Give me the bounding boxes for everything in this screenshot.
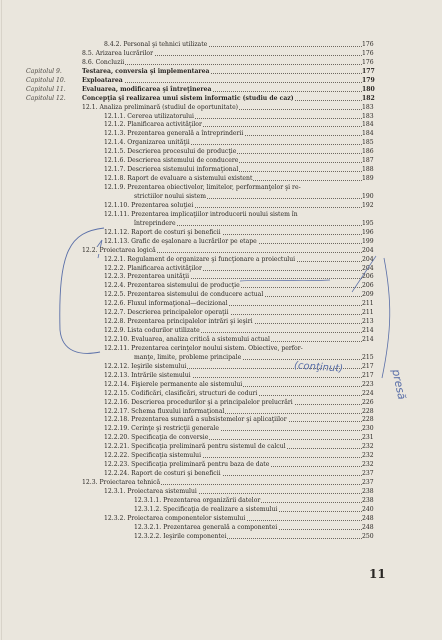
entry-text: manţe, limite, probleme principale — [134, 353, 242, 361]
pencil-strike-mark — [352, 256, 376, 292]
entry-text: 12.2.1. Regulament de organizare şi funcţionare a proiectului — [104, 255, 296, 263]
entry-text: 12.1.8. Raport de evaluare a sistemului existent — [104, 175, 253, 183]
entry-text: 12.2.10. Evaluarea, analiza critică a sistemului actual — [104, 336, 271, 344]
chapter-label: Capitolul 10. — [26, 76, 66, 84]
chapter-label: Capitolul 12. — [26, 94, 66, 102]
entry-text: întreprindere — [134, 219, 176, 227]
entry-page-number: 226 — [362, 398, 374, 406]
chapter-label: Capitolul 11. — [26, 85, 66, 93]
pencil-brace-mark — [382, 258, 390, 378]
entry-page-number: 190 — [362, 192, 374, 200]
entry-page-number: 179 — [362, 76, 375, 84]
entry-page-number: 199 — [362, 237, 374, 245]
page-number: 11 — [369, 567, 386, 581]
entry-text: 12.2.9. Lista codurilor utilizate — [104, 327, 200, 335]
entry-text: 12.3. Proiectarea tehnică — [82, 479, 161, 487]
entry-text: 12.2.12. Ieşirile sistemului — [104, 362, 187, 370]
entry-text: 12.2.22. Specificaţia sistemului — [104, 452, 202, 460]
entry-page-number: 213 — [362, 318, 374, 326]
entry-page-number: 230 — [362, 425, 374, 433]
entry-page-number: 217 — [362, 362, 374, 370]
entry-text: 12.2.13. Intrările sistemului — [104, 371, 191, 379]
entry-page-number: 211 — [362, 309, 374, 317]
entry-text: 12.2. Proiectarea logică — [82, 246, 156, 254]
entry-text: 12.2.17. Schema fluxului informaţional — [104, 407, 225, 415]
entry-page-number: 180 — [362, 85, 375, 93]
entry-page-number: 232 — [362, 461, 374, 469]
entry-page-number: 237 — [362, 470, 374, 478]
entry-page-number: 228 — [362, 416, 374, 424]
entry-page-number: 223 — [362, 380, 374, 388]
entry-page-number: 183 — [362, 112, 374, 120]
entry-page-number: 209 — [362, 291, 374, 299]
pencil-underline-mark — [240, 280, 330, 281]
entry-text: 12.2.18. Prezentarea sumară a subsistemelor şi aplicaţiilor — [104, 416, 287, 424]
entry-text: 12.3.1.1. Prezentarea organizării datelor — [134, 496, 261, 504]
entry-page-number: 192 — [362, 201, 374, 209]
entry-text: 12.3.2. Proiectarea componentelor sistemului — [104, 514, 246, 522]
entry-page-number: 184 — [362, 121, 374, 129]
entry-page-number: 177 — [362, 67, 375, 75]
entry-page-number: 196 — [362, 228, 374, 236]
entry-page-number: 238 — [362, 488, 374, 495]
entry-text: 12.2.4. Prezentarea sistemului de producţie — [104, 282, 240, 290]
entry-text: 8.6. Concluzii — [82, 58, 125, 66]
entry-text: 12.2.24. Raport de costuri şi beneficii — [104, 470, 221, 478]
entry-page-number: 231 — [362, 434, 374, 442]
entry-page-number: 214 — [362, 327, 374, 335]
entry-text: 12.1.11. Prezentarea implicaţiilor introducerii noului sistem în — [104, 210, 298, 218]
entry-text: 12.2.21. Specificaţia preliminară pentru sistemul de calcul — [104, 443, 286, 451]
entry-text: strictiilor noului sistem — [134, 192, 206, 200]
entry-text: Exploatarea — [82, 76, 123, 84]
entry-page-number: 214 — [362, 336, 374, 344]
entry-page-number: 183 — [362, 103, 374, 111]
handwritten-note-1: (conţinut) — [293, 360, 344, 375]
entry-page-number: 240 — [362, 505, 374, 513]
entry-text: 12.2.8. Prezentarea principalelor intrări şi ieşiri — [104, 318, 253, 326]
entry-text: 12.3.2.2. Ieşirile componentei — [134, 532, 227, 540]
entry-page-number: 187 — [362, 157, 374, 165]
entry-text: 12.1.9. Prezentarea obiectivelor, limitelor, performanţelor şi re- — [104, 184, 301, 192]
entry-page-number: 248 — [362, 514, 374, 522]
entry-text: 12.1.13. Grafic de eşalonare a lucrărilor pe etape — [104, 237, 257, 245]
entry-text: 12.2.11. Prezentarea cerinţelor noului sistem. Obiective, perfor- — [104, 344, 303, 352]
entry-text: 8.4.2. Personal şi tehnici utilizate — [104, 41, 208, 48]
entry-text: 8.5. Arizarea lucrărilor — [82, 49, 153, 57]
entry-text: 12.1.7. Descrierea sistemului informaţional — [104, 166, 239, 174]
entry-page-number: 195 — [362, 219, 374, 227]
entry-text: 12.2.3. Prezentarea unităţii — [104, 273, 190, 281]
entry-page-number: 182 — [362, 94, 375, 102]
entry-text: 12.1.4. Organizarea unităţii — [104, 139, 190, 147]
entry-page-number: 189 — [362, 175, 374, 183]
entry-page-number: 186 — [362, 148, 374, 156]
entry-page-number: 211 — [362, 300, 374, 308]
entry-text: 12.2.16. Descrierea procedurilor şi a principalelor prelucrări — [104, 398, 293, 406]
entry-page-number: 176 — [362, 49, 374, 57]
entry-text: Concepţia şi realizarea unui sistem informatic (studiu de caz) — [82, 94, 294, 102]
entry-text: 12.2.15. Codificări, clasificări, structuri de coduri — [104, 389, 258, 397]
entry-page-number: 188 — [362, 166, 374, 174]
entry-page-number: 176 — [362, 58, 374, 66]
entry-text: 12.2.5. Prezentarea sistemului de conducere actual — [104, 291, 264, 299]
entry-page-number: 204 — [362, 246, 374, 254]
entry-text: 12.1.1. Cererea utilizatorului — [104, 112, 194, 120]
entry-text: 12.2.7. Descrierea principalelor operaţii — [104, 309, 229, 317]
handwritten-note-2: presă — [389, 368, 409, 401]
entry-page-number: 206 — [362, 273, 374, 281]
entry-text: Evaluarea, modificarea şi întreţinerea — [82, 85, 212, 93]
entry-text: 12.1.6. Descrierea sistemului de conducere — [104, 157, 239, 165]
entry-text: 12.1.10. Prezentarea soluţiei — [104, 201, 194, 209]
entry-text: 12.2.2. Planificarea activităţilor — [104, 264, 202, 272]
entry-text: 12.3.1. Proiectarea sistemului — [104, 488, 197, 495]
entry-page-number: 185 — [362, 139, 374, 147]
entry-page-number: 204 — [362, 255, 374, 263]
entry-page-number: 232 — [362, 443, 374, 451]
entry-text: 12.2.6. Fluxul informaţional—decizional — [104, 300, 228, 308]
entry-page-number: 232 — [362, 452, 374, 460]
entry-text: 12.1.2. Planificarea activităţilor — [104, 121, 202, 129]
entry-page-number: 206 — [362, 282, 374, 290]
entry-page-number: 224 — [362, 389, 374, 397]
entry-page-number: 176 — [362, 41, 374, 48]
entry-text: Testarea, conversia şi implementarea — [82, 67, 210, 75]
entry-page-number: 215 — [362, 353, 374, 361]
entry-text: 12.2.20. Specificaţia de conversie — [104, 434, 209, 442]
entry-page-number: 250 — [362, 532, 374, 540]
entry-text: 12.2.19. Cerinţe şi restricţii generale — [104, 425, 219, 433]
chapter-label: Capitolul 9. — [26, 67, 62, 75]
entry-page-number: 184 — [362, 130, 374, 138]
entry-page-number: 204 — [362, 264, 374, 272]
entry-text: 12.2.14. Fişierele permanente ale sistemului — [104, 380, 243, 388]
entry-text: 12.1. Analiza preliminară (studiul de oportunitate) — [82, 103, 239, 111]
entry-text: 12.2.23. Specificaţia preliminară pentru baza de date — [104, 461, 270, 469]
entry-page-number: 217 — [362, 371, 374, 379]
entry-text: 12.1.3. Prezentarea generală a întreprinderii — [104, 130, 244, 138]
entry-page-number: 237 — [362, 479, 374, 487]
entry-page-number: 228 — [362, 407, 374, 415]
entry-page-number: 238 — [362, 496, 374, 504]
entry-text: 12.1.12. Raport de costuri şi beneficii — [104, 228, 221, 236]
entry-text: 12.3.2.1. Prezentarea generală a componentei — [134, 523, 278, 531]
entry-page-number: 248 — [362, 523, 374, 531]
entry-text: 12.3.1.2. Specificaţia de realizare a sistemului — [134, 505, 278, 513]
entry-text: 12.1.5. Descrierea procesului de producţie — [104, 148, 237, 156]
